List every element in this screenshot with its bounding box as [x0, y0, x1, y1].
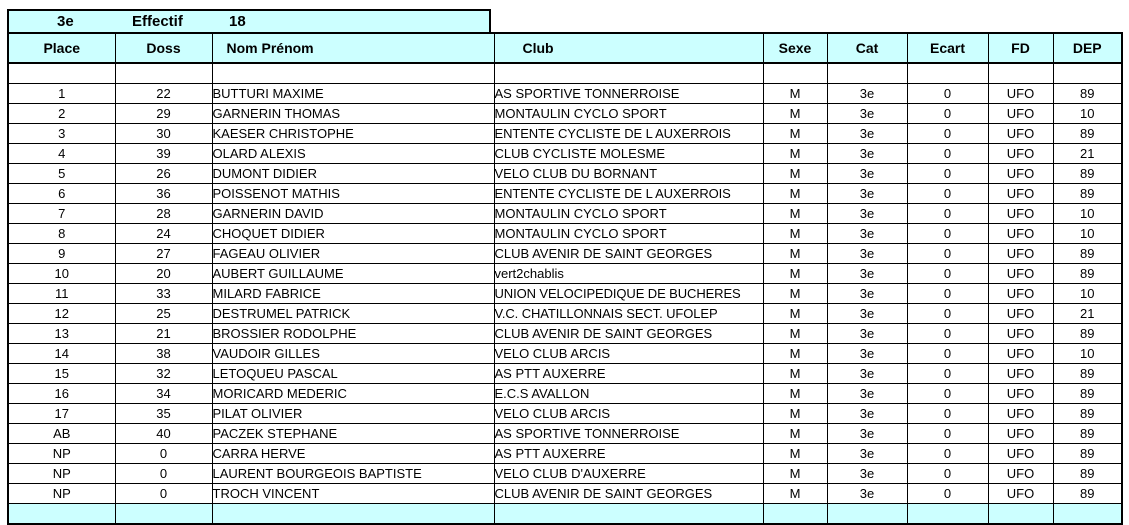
cell-nom: LAURENT BOURGEOIS BAPTISTE	[212, 464, 494, 484]
cell-ecart: 0	[907, 484, 988, 504]
cell-place: 16	[8, 384, 115, 404]
cell-club: vert2chablis	[494, 264, 763, 284]
cell-cat: 3e	[827, 304, 907, 324]
cell-cat: 3e	[827, 104, 907, 124]
cell-doss: 29	[115, 104, 212, 124]
cell-sexe: M	[763, 244, 827, 264]
results-table	[7, 32, 1123, 525]
cell-sexe: M	[763, 464, 827, 484]
cell-club: VELO CLUB D'AUXERRE	[494, 464, 763, 484]
cell-ecart: 0	[907, 224, 988, 244]
cell-fd: UFO	[988, 324, 1053, 344]
cell-sexe: M	[763, 304, 827, 324]
cell-club: ENTENTE CYCLISTE DE L AUXERROIS	[494, 184, 763, 204]
cell-fd: UFO	[988, 204, 1053, 224]
col-header-dep: DEP	[1053, 33, 1122, 63]
cell-dep: 89	[1053, 384, 1122, 404]
cell-sexe: M	[763, 224, 827, 244]
cell-nom: LETOQUEU PASCAL	[212, 364, 494, 384]
table-row	[8, 324, 1122, 344]
cell-nom: DESTRUMEL PATRICK	[212, 304, 494, 324]
cell-fd: UFO	[988, 224, 1053, 244]
cell-fd: UFO	[988, 244, 1053, 264]
cell-nom: MILARD FABRICE	[212, 284, 494, 304]
cell-fd: UFO	[988, 144, 1053, 164]
cell-dep: 10	[1053, 224, 1122, 244]
cell-fd: UFO	[988, 184, 1053, 204]
cell-cat: 3e	[827, 384, 907, 404]
table-row	[8, 124, 1122, 144]
table-row	[8, 444, 1122, 464]
cell-fd: UFO	[988, 424, 1053, 444]
col-header-club: Club	[494, 33, 763, 63]
cell-ecart: 0	[907, 324, 988, 344]
table-row	[8, 164, 1122, 184]
cell-dep: 89	[1053, 364, 1122, 384]
cell-cat: 3e	[827, 424, 907, 444]
category-label: 3e	[57, 13, 74, 30]
cell-fd: UFO	[988, 264, 1053, 284]
cell-sexe: M	[763, 444, 827, 464]
cell-fd: UFO	[988, 464, 1053, 484]
cell-doss: 24	[115, 224, 212, 244]
cell-cat: 3e	[827, 144, 907, 164]
cell-dep: 89	[1053, 84, 1122, 104]
cell-doss: 22	[115, 84, 212, 104]
cell-nom: TROCH VINCENT	[212, 484, 494, 504]
cell-nom: PILAT OLIVIER	[212, 404, 494, 424]
cell-sexe: M	[763, 124, 827, 144]
cell-doss: 33	[115, 284, 212, 304]
cell-club: E.C.S AVALLON	[494, 384, 763, 404]
cell-place: 1	[8, 84, 115, 104]
cell-cat: 3e	[827, 344, 907, 364]
cell-fd: UFO	[988, 164, 1053, 184]
cell-club: VELO CLUB DU BORNANT	[494, 164, 763, 184]
cell-dep: 21	[1053, 304, 1122, 324]
effectif-value: 18	[229, 13, 246, 30]
cell-club: MONTAULIN CYCLO SPORT	[494, 224, 763, 244]
cell-doss: 28	[115, 204, 212, 224]
cell-doss: 21	[115, 324, 212, 344]
cell-cat: 3e	[827, 484, 907, 504]
cell-fd: UFO	[988, 484, 1053, 504]
cell-club: MONTAULIN CYCLO SPORT	[494, 104, 763, 124]
cell-nom: MORICARD MEDERIC	[212, 384, 494, 404]
cell-ecart: 0	[907, 84, 988, 104]
cell-ecart: 0	[907, 284, 988, 304]
cell-sexe: M	[763, 484, 827, 504]
cell-doss: 38	[115, 344, 212, 364]
cell-cat: 3e	[827, 284, 907, 304]
cell-ecart: 0	[907, 184, 988, 204]
cell-sexe: M	[763, 344, 827, 364]
cell-fd: UFO	[988, 284, 1053, 304]
cell-nom: GARNERIN DAVID	[212, 204, 494, 224]
cell-sexe: M	[763, 104, 827, 124]
cell-doss: 26	[115, 164, 212, 184]
cell-sexe: M	[763, 144, 827, 164]
cell-fd: UFO	[988, 124, 1053, 144]
cell-nom: CHOQUET DIDIER	[212, 224, 494, 244]
cell-doss: 27	[115, 244, 212, 264]
cell-cat: 3e	[827, 164, 907, 184]
cell-ecart: 0	[907, 364, 988, 384]
cell-fd: UFO	[988, 304, 1053, 324]
cell-place: 3	[8, 124, 115, 144]
cell-nom: POISSENOT MATHIS	[212, 184, 494, 204]
table-row	[8, 304, 1122, 324]
cell-dep: 10	[1053, 104, 1122, 124]
cell-dep: 89	[1053, 124, 1122, 144]
cell-club: AS PTT AUXERRE	[494, 364, 763, 384]
cell-ecart: 0	[907, 424, 988, 444]
cell-doss: 0	[115, 444, 212, 464]
table-row	[8, 404, 1122, 424]
cell-doss: 40	[115, 424, 212, 444]
cell-doss: 36	[115, 184, 212, 204]
cell-cat: 3e	[827, 324, 907, 344]
cell-ecart: 0	[907, 304, 988, 324]
cell-doss: 34	[115, 384, 212, 404]
cell-place: 7	[8, 204, 115, 224]
category-header	[7, 9, 491, 32]
table-row	[8, 484, 1122, 504]
table-row	[8, 144, 1122, 164]
cell-cat: 3e	[827, 444, 907, 464]
cell-cat: 3e	[827, 224, 907, 244]
table-row	[8, 224, 1122, 244]
cell-nom: AUBERT GUILLAUME	[212, 264, 494, 284]
cell-fd: UFO	[988, 404, 1053, 424]
cell-place: 9	[8, 244, 115, 264]
cell-place: 11	[8, 284, 115, 304]
cell-place: 2	[8, 104, 115, 124]
cell-cat: 3e	[827, 84, 907, 104]
table-row	[8, 464, 1122, 484]
cell-ecart: 0	[907, 384, 988, 404]
cell-fd: UFO	[988, 344, 1053, 364]
col-header-fd: FD	[988, 33, 1053, 63]
col-header-ecart: Ecart	[907, 33, 988, 63]
cell-place: NP	[8, 484, 115, 504]
cell-club: V.C. CHATILLONNAIS SECT. UFOLEP	[494, 304, 763, 324]
cell-dep: 89	[1053, 264, 1122, 284]
cell-nom: BROSSIER RODOLPHE	[212, 324, 494, 344]
cell-dep: 89	[1053, 164, 1122, 184]
cell-place: 12	[8, 304, 115, 324]
cell-fd: UFO	[988, 384, 1053, 404]
cell-club: VELO CLUB ARCIS	[494, 344, 763, 364]
cell-place: AB	[8, 424, 115, 444]
header-row	[8, 33, 1122, 63]
col-header-nom: Nom Prénom	[212, 33, 494, 63]
table-row	[8, 284, 1122, 304]
cell-club: VELO CLUB ARCIS	[494, 404, 763, 424]
table-row	[8, 184, 1122, 204]
col-header-sexe: Sexe	[763, 33, 827, 63]
cell-nom: GARNERIN THOMAS	[212, 104, 494, 124]
cell-doss: 30	[115, 124, 212, 144]
table-row	[8, 344, 1122, 364]
cell-doss: 0	[115, 464, 212, 484]
cell-sexe: M	[763, 284, 827, 304]
cell-doss: 20	[115, 264, 212, 284]
cell-cat: 3e	[827, 404, 907, 424]
cell-sexe: M	[763, 324, 827, 344]
cell-place: 13	[8, 324, 115, 344]
table-row	[8, 424, 1122, 444]
cell-club: CLUB CYCLISTE MOLESME	[494, 144, 763, 164]
col-header-doss: Doss	[115, 33, 212, 63]
cell-dep: 89	[1053, 484, 1122, 504]
cell-club: CLUB AVENIR DE SAINT GEORGES	[494, 244, 763, 264]
cell-dep: 89	[1053, 464, 1122, 484]
cell-fd: UFO	[988, 364, 1053, 384]
cell-place: 5	[8, 164, 115, 184]
cell-ecart: 0	[907, 344, 988, 364]
table-row	[8, 364, 1122, 384]
cell-cat: 3e	[827, 364, 907, 384]
cell-club: AS SPORTIVE TONNERROISE	[494, 84, 763, 104]
table-row	[8, 384, 1122, 404]
cell-place: 4	[8, 144, 115, 164]
cell-ecart: 0	[907, 204, 988, 224]
cell-ecart: 0	[907, 264, 988, 284]
cell-dep: 10	[1053, 344, 1122, 364]
cell-ecart: 0	[907, 164, 988, 184]
cell-ecart: 0	[907, 144, 988, 164]
cell-ecart: 0	[907, 104, 988, 124]
cell-nom: CARRA HERVE	[212, 444, 494, 464]
cell-cat: 3e	[827, 204, 907, 224]
cell-place: NP	[8, 444, 115, 464]
cell-sexe: M	[763, 164, 827, 184]
cell-nom: PACZEK STEPHANE	[212, 424, 494, 444]
cell-place: 8	[8, 224, 115, 244]
cell-nom: FAGEAU OLIVIER	[212, 244, 494, 264]
cell-club: CLUB AVENIR DE SAINT GEORGES	[494, 484, 763, 504]
col-header-place: Place	[8, 33, 115, 63]
cell-fd: UFO	[988, 84, 1053, 104]
cell-dep: 89	[1053, 404, 1122, 424]
cell-cat: 3e	[827, 184, 907, 204]
table-row	[8, 244, 1122, 264]
cell-club: AS SPORTIVE TONNERROISE	[494, 424, 763, 444]
spacer-row	[8, 63, 1122, 84]
cell-sexe: M	[763, 84, 827, 104]
cell-sexe: M	[763, 264, 827, 284]
cell-place: NP	[8, 464, 115, 484]
cell-sexe: M	[763, 384, 827, 404]
cell-cat: 3e	[827, 124, 907, 144]
table-row	[8, 204, 1122, 224]
effectif-label: Effectif	[132, 13, 183, 30]
cell-nom: VAUDOIR GILLES	[212, 344, 494, 364]
cell-sexe: M	[763, 204, 827, 224]
cell-cat: 3e	[827, 244, 907, 264]
cell-nom: KAESER CHRISTOPHE	[212, 124, 494, 144]
cell-fd: UFO	[988, 444, 1053, 464]
table-row	[8, 104, 1122, 124]
cell-dep: 89	[1053, 184, 1122, 204]
cell-cat: 3e	[827, 264, 907, 284]
cell-dep: 89	[1053, 324, 1122, 344]
cell-sexe: M	[763, 404, 827, 424]
cell-ecart: 0	[907, 404, 988, 424]
cell-dep: 89	[1053, 244, 1122, 264]
cell-dep: 21	[1053, 144, 1122, 164]
cell-doss: 39	[115, 144, 212, 164]
cell-cat: 3e	[827, 464, 907, 484]
cell-doss: 35	[115, 404, 212, 424]
cell-sexe: M	[763, 364, 827, 384]
table-row	[8, 264, 1122, 284]
col-header-cat: Cat	[827, 33, 907, 63]
cell-nom: OLARD ALEXIS	[212, 144, 494, 164]
cell-club: CLUB AVENIR DE SAINT GEORGES	[494, 324, 763, 344]
cell-doss: 25	[115, 304, 212, 324]
cell-doss: 32	[115, 364, 212, 384]
cell-nom: BUTTURI MAXIME	[212, 84, 494, 104]
cell-sexe: M	[763, 184, 827, 204]
cell-club: AS PTT AUXERRE	[494, 444, 763, 464]
cell-nom: DUMONT DIDIER	[212, 164, 494, 184]
cell-ecart: 0	[907, 244, 988, 264]
cell-place: 10	[8, 264, 115, 284]
cell-ecart: 0	[907, 444, 988, 464]
cell-dep: 10	[1053, 204, 1122, 224]
cell-place: 17	[8, 404, 115, 424]
cell-place: 6	[8, 184, 115, 204]
cell-ecart: 0	[907, 464, 988, 484]
cell-doss: 0	[115, 484, 212, 504]
cell-club: MONTAULIN CYCLO SPORT	[494, 204, 763, 224]
cell-ecart: 0	[907, 124, 988, 144]
cell-club: UNION VELOCIPEDIQUE DE BUCHERES	[494, 284, 763, 304]
cell-dep: 89	[1053, 424, 1122, 444]
cell-place: 15	[8, 364, 115, 384]
table-row	[8, 84, 1122, 104]
cell-dep: 10	[1053, 284, 1122, 304]
cell-fd: UFO	[988, 104, 1053, 124]
footer-row	[8, 504, 1122, 525]
cell-dep: 89	[1053, 444, 1122, 464]
cell-sexe: M	[763, 424, 827, 444]
cell-club: ENTENTE CYCLISTE DE L AUXERROIS	[494, 124, 763, 144]
cell-place: 14	[8, 344, 115, 364]
